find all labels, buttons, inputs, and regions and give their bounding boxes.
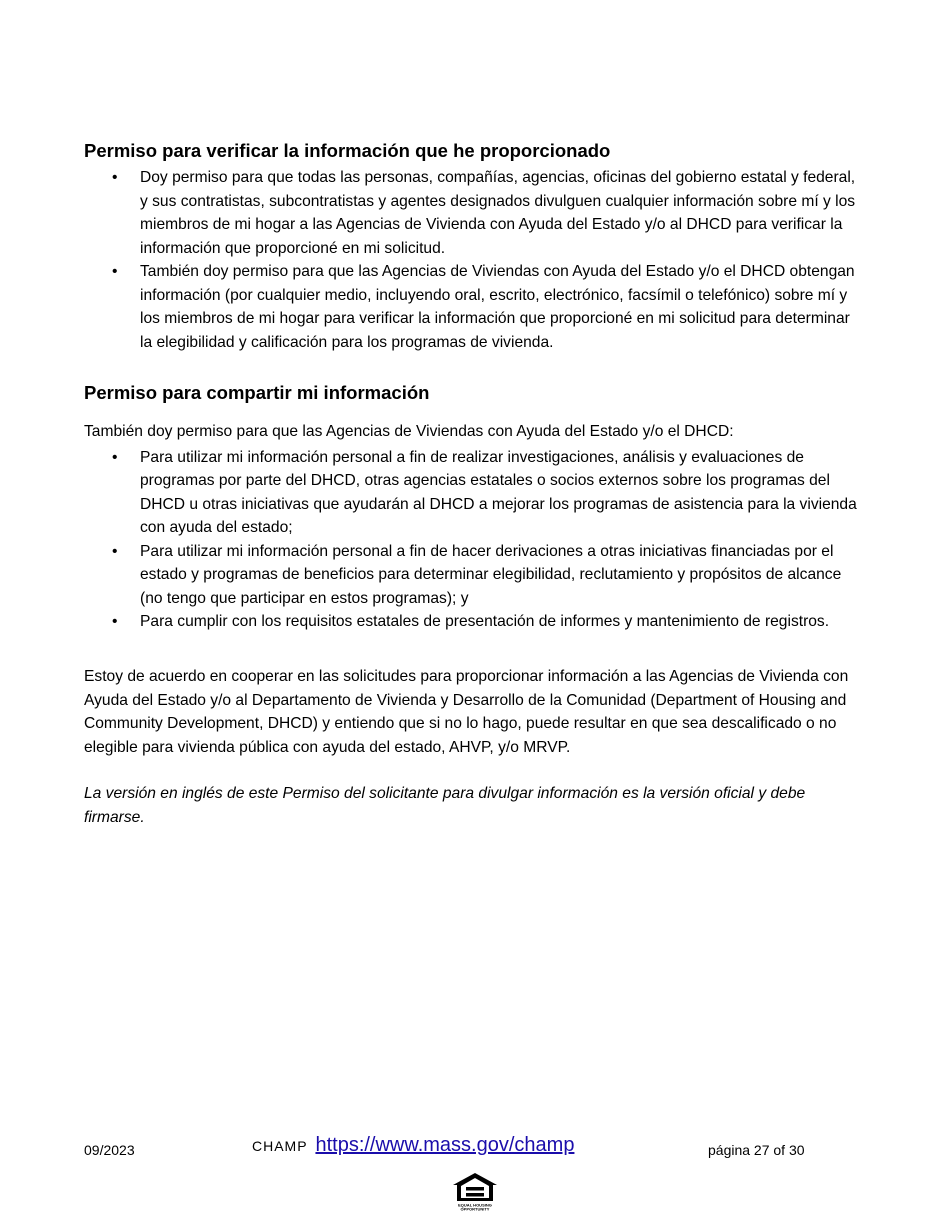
share-bullet-list	[84, 446, 859, 632]
equal-housing-logo-icon	[450, 1171, 500, 1211]
official-version-note: La versión en inglés de este Permiso del solicitante para divulgar información es la versión oficial y debe firmarse.	[84, 785, 806, 826]
page-content	[84, 138, 859, 829]
list-item: • Para utilizar mi información personal a fin de realizar investigaciones, análisis y evaluaciones de programas por parte del DHCD, otras agencias estatales o socios externos sobre los programas del DHCD u otras iniciativas que ayudarán al DHCD a mejorar los programas de asistencia para la vivienda con ayuda del estado;	[140, 446, 859, 540]
share-intro-paragraph: También doy permiso para que las Agencias de Viviendas con Ayuda del Estado y/o el DHCD:	[84, 423, 734, 440]
section-heading-share: Permiso para compartir mi información	[84, 382, 430, 403]
section-heading-verify: Permiso para verificar la información que he proporcionado	[84, 140, 611, 161]
logo-text: EQUAL HOUSING	[458, 1202, 492, 1208]
footer-page-number: página 27 of 30	[708, 1142, 805, 1158]
footer-program	[252, 1134, 574, 1157]
list-item: • Para cumplir con los requisitos estatales de presentación de informes y mantenimiento de registros.	[140, 612, 859, 631]
champ-link[interactable]: https://www.mass.gov/champ	[315, 1134, 575, 1156]
list-item: • Para utilizar mi información personal a fin de hacer derivaciones a otras iniciativas financiadas por el estado y programas de beneficios para determinar elegibilidad, reclutamiento y propósitos de alcance (no tengo que participar en estos programas); y	[140, 540, 859, 611]
page-footer	[84, 1134, 844, 1164]
logo-text: OPPORTUNITY	[460, 1206, 490, 1211]
list-item: • También doy permiso para que las Agencias de Viviendas con Ayuda del Estado y/o el DHCD obtengan información (por cualquier medio, incluyendo oral, escrito, electrónico, facsímil o telefónico) sobre mí y los miembros de mi hogar para verificar la información que proporcioné en mi solicitud para determinar la elegibilidad y calificación para los programas de vivienda.	[140, 260, 859, 354]
verify-bullet-list	[84, 166, 859, 354]
list-item: • Doy permiso para que todas las personas, compañías, agencias, oficinas del gobierno estatal y federal, y sus contratistas, subcontratistas y agentes designados divulguen cualquier información sobre mí y los miembros de mi hogar a las Agencias de Vivienda con Ayuda del Estado y/o al DHCD para verificar la información que proporcioné en mi solicitud.	[140, 166, 859, 260]
footer-program-name: CHAMP	[252, 1138, 308, 1154]
agreement-paragraph: Estoy de acuerdo en cooperar en las solicitudes para proporcionar información a las Agencias de Vivienda con Ayuda del Estado y/o al Departamento de Vivienda y Desarrollo de la Comunidad (Department of Housing and Community Development, DHCD) y entiendo que si no lo hago, puede resultar en que sea descalificado o no elegible para vivienda pública con ayuda del estado, AHVP, y/o MRVP.	[84, 668, 849, 756]
footer-date: 09/2023	[84, 1142, 135, 1158]
